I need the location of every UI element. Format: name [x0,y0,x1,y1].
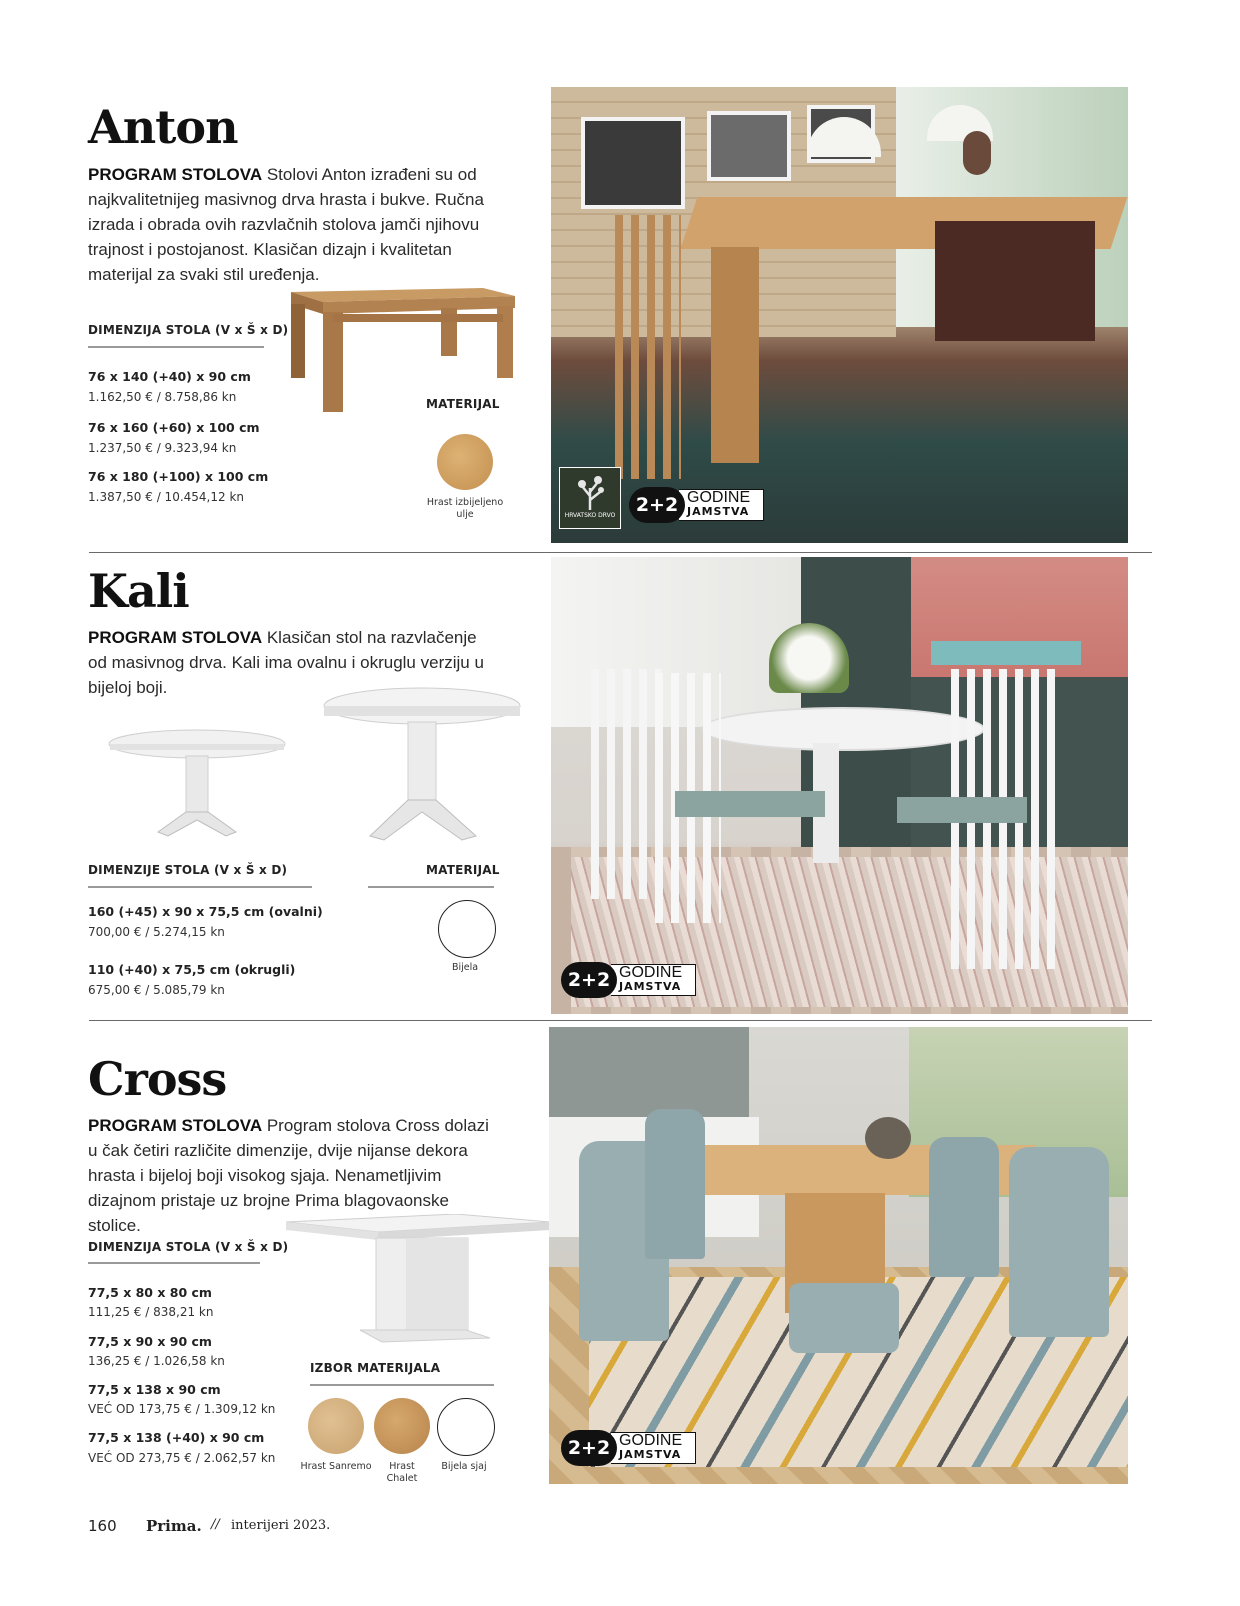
warranty-line1: GODINE [687,489,751,506]
anton-photo-table-leg [711,247,759,463]
cross-swatch-sanremo [308,1398,364,1454]
cross-title: Cross [88,1052,227,1106]
section-divider-1 [89,552,1152,553]
footer-brand: Prima. [146,1517,202,1535]
warranty-circle: 2+2 [561,962,617,998]
cross-dim-1-size: 77,5 x 80 x 80 cm [88,1285,212,1300]
cross-dimension-label: DIMENZIJA STOLA (V x Š x D) [88,1240,289,1254]
warranty-line2: JAMSTVA [619,980,682,993]
warranty-line1: GODINE [619,1432,683,1449]
anton-text: Stolovi Anton izrađeni su od najkvalitetnijeg masivnog drva hrasta i bukve. Ručna izrada i obrada ovih razvlačnih stolova jamči njihovu trajnost i postojanost. Klasičan dizajn i kvalitetan materijal za svaki stil uređenja. [88,165,484,284]
kali-dim-2-size: 110 (+40) x 75,5 cm (okrugli) [88,962,296,977]
anton-lead: PROGRAM STOLOVA [88,165,263,184]
cross-swatch-white-gloss [437,1398,495,1456]
anton-dimension-rule [88,346,264,348]
kali-photo-chair-1 [591,669,661,899]
kali-title: Kali [88,564,189,618]
warranty-circle: 2+2 [561,1430,617,1466]
warranty-line2: JAMSTVA [687,505,750,518]
kali-lead: PROGRAM STOLOVA [88,628,263,647]
cross-photo-vase [865,1117,911,1159]
anton-photo-frame-1 [581,117,685,209]
cross-photo-chair-5 [645,1109,705,1259]
cross-dim-4-price: VEĆ OD 273,75 € / 2.062,57 kn [88,1451,276,1465]
kali-photo-seat-2 [675,791,825,817]
anton-dim-1-price: 1.162,50 € / 8.758,86 kn [88,390,237,404]
kali-swatch-white [438,900,496,958]
kali-photo-flowers [769,623,849,693]
cross-swatch-white-gloss-caption: Bijela sjaj [441,1461,487,1472]
cross-dim-3-size: 77,5 x 138 x 90 cm [88,1382,221,1397]
cross-lead: PROGRAM STOLOVA [88,1116,263,1135]
cross-swatch-chalet [374,1398,430,1454]
cross-material-label: IZBOR MATERIJALA [310,1361,441,1375]
anton-dim-2-size: 76 x 160 (+60) x 100 cm [88,420,260,435]
kali-dim-2-price: 675,00 € / 5.085,79 kn [88,983,225,997]
kali-photo [551,557,1128,1014]
cross-dimension-rule [88,1262,260,1264]
kali-material-label: MATERIJAL [426,863,500,877]
anton-photo-chair-1 [615,215,681,479]
warranty-line2: JAMSTVA [619,1448,682,1461]
cross-warranty-badge [561,1430,701,1466]
anton-dim-2-price: 1.237,50 € / 9.323,94 kn [88,441,237,455]
cross-photo-chair-3 [929,1137,999,1277]
kali-warranty-badge [561,962,701,998]
tree-icon [560,470,620,514]
anton-photo-chair-2 [935,221,1095,341]
cross-swatch-chalet-caption: Hrast Chalet [386,1461,418,1484]
page-number: 160 [88,1517,117,1535]
cross-dim-1-price: 111,25 € / 838,21 kn [88,1305,214,1319]
cross-material-rule [310,1384,494,1386]
anton-swatch-caption: Hrast izbijeljeno ulje [426,497,504,520]
cross-dim-3-price: VEĆ OD 173,75 € / 1.309,12 kn [88,1402,276,1416]
anton-warranty-badge [629,487,769,523]
kali-material-rule [368,886,494,888]
kali-photo-tabletop [701,707,985,751]
cross-photo-chair-4 [1009,1147,1109,1337]
kali-swatch-caption: Bijela [451,962,479,973]
anton-material-label: MATERIJAL [426,397,500,411]
anton-dim-3-size: 76 x 180 (+100) x 100 cm [88,469,269,484]
hrvatsko-drvo-text: HRVATSKO DRVO [564,512,616,519]
cross-photo [549,1027,1128,1484]
anton-photo [551,87,1128,543]
kali-dimension-label: DIMENZIJE STOLA (V x Š x D) [88,863,288,877]
cross-dim-2-price: 136,25 € / 1.026,58 kn [88,1354,225,1368]
anton-dim-1-size: 76 x 140 (+40) x 90 cm [88,369,251,384]
anton-photo-vase [963,131,991,175]
cross-swatch-sanremo-caption: Hrast Sanremo [300,1461,372,1472]
kali-photo-pool [931,641,1081,665]
cross-photo-chair-2 [789,1283,899,1353]
kali-round-table-image [320,686,525,846]
anton-photo-frame-2 [707,111,791,181]
anton-dim-3-price: 1.387,50 € / 10.454,12 kn [88,490,244,504]
anton-description [88,162,493,287]
footer-publication: interijeri 2023. [231,1518,331,1533]
section-divider-2 [89,1020,1152,1021]
footer-separator: // [211,1517,220,1532]
anton-dimension-label: DIMENZIJA STOLA (V x Š x D) [88,323,289,337]
kali-dim-1-size: 160 (+45) x 90 x 75,5 cm (ovalni) [88,904,323,919]
warranty-circle: 2+2 [629,487,685,523]
cross-dim-2-size: 77,5 x 90 x 90 cm [88,1334,212,1349]
anton-swatch-oak [437,434,493,490]
kali-text: Klasičan stol na razvlačenje od masivnog drva. Kali ima ovalnu i okruglu verziju u bijeloj boji. [88,628,484,697]
kali-photo-seat-1 [897,797,1027,823]
kali-oval-table-image [106,728,288,843]
warranty-line1: GODINE [619,964,683,981]
kali-dim-1-price: 700,00 € / 5.274,15 kn [88,925,225,939]
cross-dim-4-size: 77,5 x 138 (+40) x 90 cm [88,1430,265,1445]
hrvatsko-drvo-badge [559,467,621,529]
kali-dimension-rule [88,886,312,888]
cross-table-image [286,1214,552,1344]
cross-text: Program stolova Cross dolazi u čak četiri različite dimenzije, dvije nijanse dekora hrasta i bijeloj boji visokog sjaja. Nenametljivim dizajnom pristaje uz brojne Prima blagovaonske stolice. [88,1116,489,1235]
anton-title: Anton [88,100,238,154]
